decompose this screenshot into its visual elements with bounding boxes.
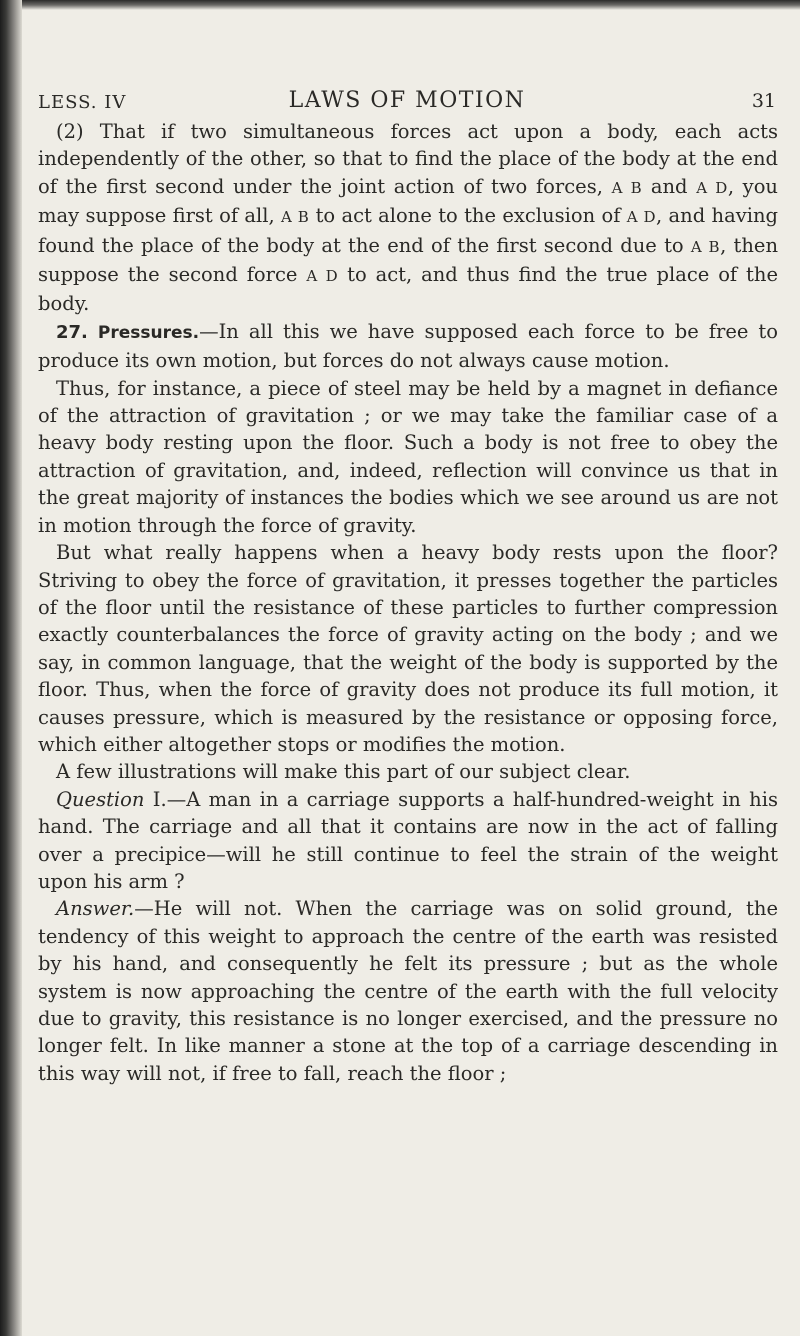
section-number: 27.	[56, 321, 88, 343]
force-label: A B	[281, 208, 310, 227]
force-label: A D	[696, 178, 728, 197]
chapter-title: LAWS OF MOTION	[288, 88, 526, 113]
question-label: Question	[56, 787, 145, 811]
lesson-label: LESS. IV	[38, 92, 127, 113]
book-binding-edge	[0, 0, 22, 1336]
paragraph-simultaneous-forces: (2) That if two simultaneous forces act upon a body, each acts independently of the other, so that to find the place of the body at the end of the first second under the joint action of two forces, A B and A D, you may suppose first of all, A B to act alone to the exclusion of A D, and having found the place of the body at the end of the first second due to A B, then suppose the second force A D to act, and thus find the true place of the body.	[38, 120, 779, 316]
section-title: Pressures.	[97, 322, 200, 343]
body-text	[38, 118, 778, 1087]
answer-paragraph: Answer.—He will not. When the carriage was on solid ground, the tendency of this weight to approach the centre of the earth was resisted by his hand, and consequently he felt its pressure ; but as the whole system is now approaching the centre of the earth with the full velocity due to gravity, this resistance is no longer exercised, and the pressure no longer felt. In like manner a stone at the top of a carriage descending in this way will not, if free to fall, reach the floor ;	[38, 897, 778, 1085]
question-paragraph: Question I.—A man in a carriage supports a half-hundred-weight in his hand. The carriage and all that it contains are now in the act of falling over a precipice—will he still continue to feel the strain of the weight upon his arm ?	[38, 787, 778, 893]
section-27-paragraph: 27. Pressures.—In all this we have supposed each force to be free to produce its own motion, but forces do not always cause motion.	[38, 319, 778, 373]
paragraph-heavy-body: But what really happens when a heavy body rests upon the floor? Striving to obey the force of gravitation, it presses together the particles of the floor until the resistance of these particles to further compression exactly counterbalances the force of gravity acting on the body ; and we say, in common language, that the weight of the body is supported by the floor. Thus, when the force of gravity does not produce its full motion, it causes pressure, which is measured by the resistance or opposing force, which either altogether stops or modifies the motion.	[38, 541, 778, 756]
force-label: A B	[690, 237, 721, 256]
paragraph-illustrations: A few illustrations will make this part of our subject clear.	[56, 760, 631, 784]
book-page	[38, 0, 778, 1336]
force-label: A B	[611, 178, 643, 197]
answer-label: Answer.	[56, 897, 135, 921]
force-label: A D	[306, 267, 339, 286]
page-number: 31	[751, 90, 776, 112]
paragraph-steel-magnet: Thus, for instance, a piece of steel may be held by a magnet in defiance of the attraction of gravitation ; or we may take the familiar case of a heavy body resting upon the floor. Such a body is not free to obey the attraction of gravitation, and, indeed, reflection will convince us that in the great majority of instances the bodies which we see around us are not in motion through the force of gravity.	[38, 376, 778, 537]
force-label: A D	[626, 208, 657, 227]
running-head	[38, 88, 776, 118]
